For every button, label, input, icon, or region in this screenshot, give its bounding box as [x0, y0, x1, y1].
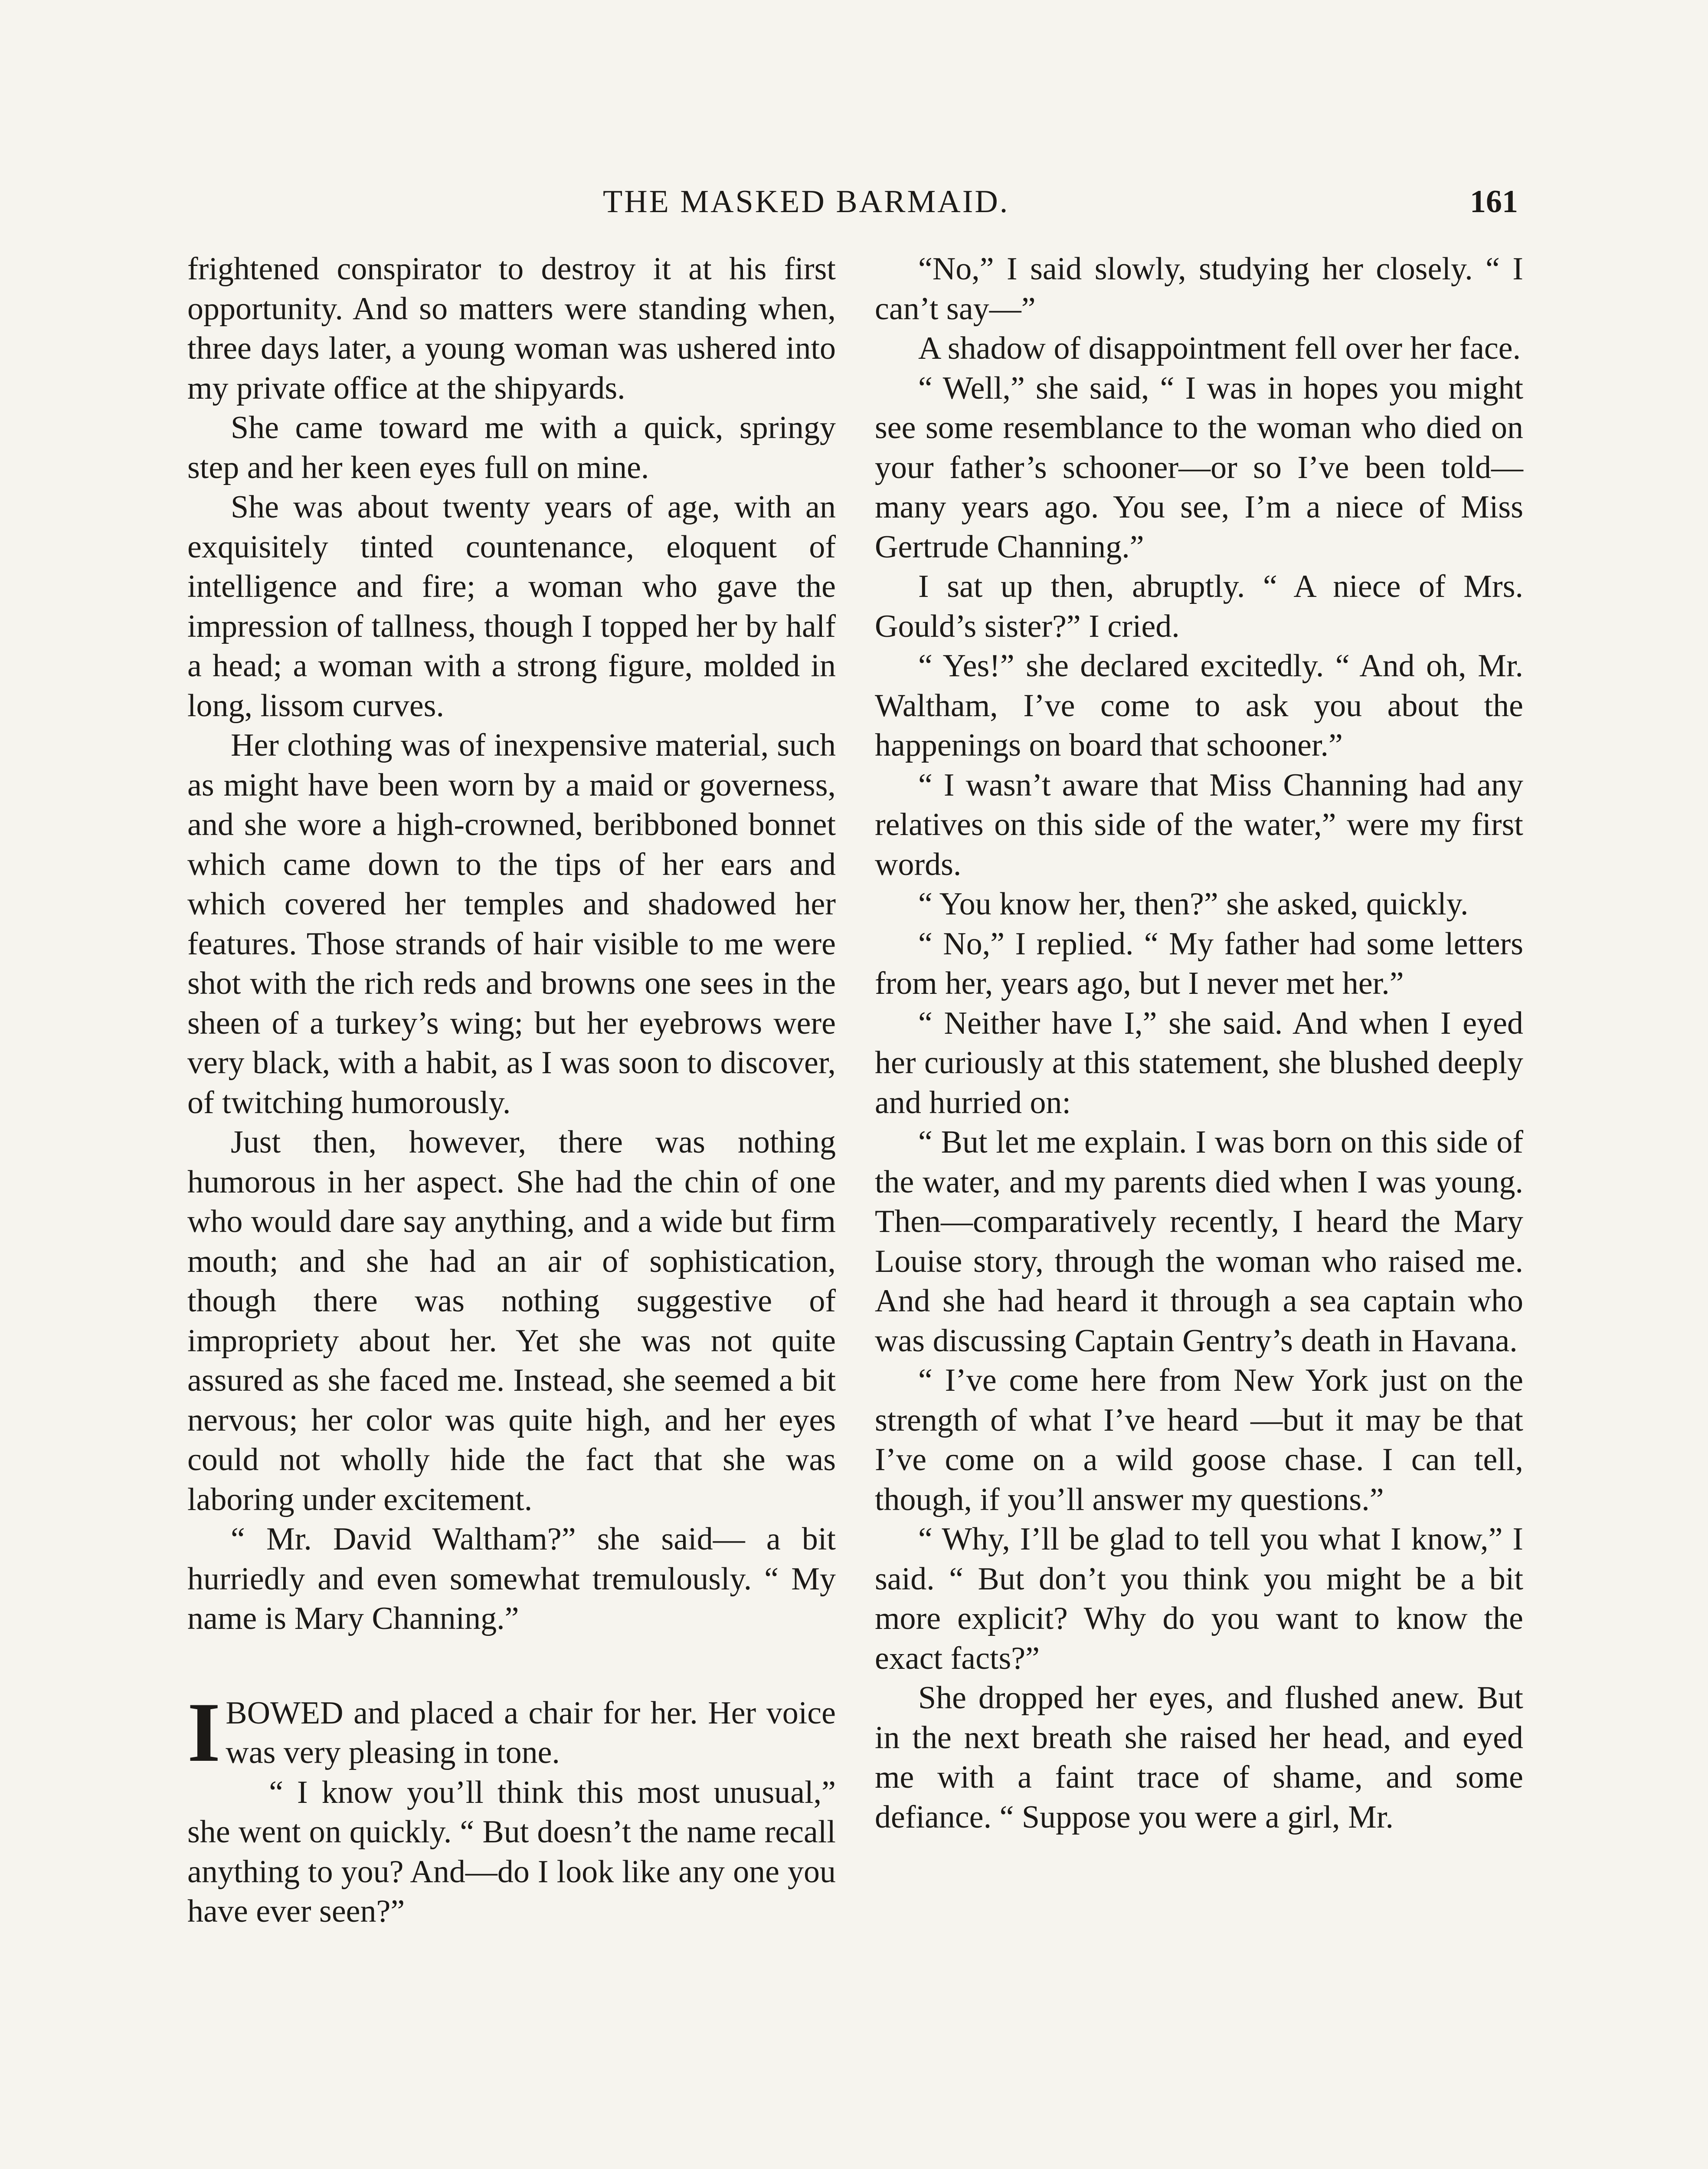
paragraph: frightened conspirator to destroy it at his first opportunity. And so matters were standing when, three days later, a young woman was ushered into my private office at the shipyards.: [187, 251, 836, 406]
paragraph: She dropped her eyes, and flushed anew. But in the next breath she raised her head, and eyed me with a faint trace of shame, and some defiance. “ Suppose you were a girl, Mr.: [875, 1680, 1523, 1835]
paragraph: She came toward me with a quick, springy step and her keen eyes full on mine.: [187, 410, 836, 485]
dropcap-text: BOWED and placed a chair for her. Her voice was very pleasing in tone.: [226, 1695, 836, 1770]
running-header: [603, 178, 1518, 226]
paragraph: Her clothing was of inexpensive material, such as might have been worn by a maid or governess, and she wore a high-crowned, beribboned bonnet which came down to the tips of her ears and which covered her temples and shadowed her features. Those strands of hair visible to me were shot with the rich reds and browns one sees in the sheen of a turkey’s wing; but her eyebrows were very black, with a habit, as I was soon to discover, of twitching humorously.: [187, 727, 836, 1121]
paragraph: “ You know her, then?” she asked, quickly.: [918, 886, 1469, 922]
running-title: THE MASKED BARMAID.: [603, 184, 1010, 220]
paragraph: “ I know you’ll think this most unusual,” she went on quickly. “ But doesn’t the name recall anything to you? And—do I look like any one you have ever seen?”: [187, 1774, 836, 1929]
paragraph: “ Neither have I,” she said. And when I eyed her curiously at this statement, she blushed deeply and hurried on:: [875, 1005, 1523, 1121]
drop-cap: I: [187, 1685, 221, 1779]
paragraph: “ Mr. David Waltham?” she said— a bit hurriedly and even somewhat tremulously. “ My name is Mary Channing.”: [187, 1521, 836, 1636]
right-column: [875, 249, 1523, 1837]
paragraph: A shadow of disappointment fell over her face.: [918, 331, 1521, 366]
paragraph: “ But let me explain. I was born on this side of the water, and my parents died when I was young. Then—comparatively recently, I heard the Mary Louise story, through the woman who raised me. And she had heard it through a sea captain who was discussing Captain Gentry’s death in Havana.: [875, 1124, 1523, 1359]
paragraph: “ I wasn’t aware that Miss Channing had any relatives on this side of the water,” were my first words.: [875, 767, 1523, 882]
page-number: 161: [1470, 184, 1518, 220]
paragraph: She was about twenty years of age, with an exquisitely tinted countenance, eloquent of intelligence and fire; a woman who gave the impression of tallness, though I topped her by half a head; a woman with a strong figure, molded in long, lissom curves.: [187, 489, 836, 724]
paragraph: “ Why, I’ll be glad to tell you what I know,” I said. “ But don’t you think you might be a bit more explicit? Why do you want to know the exact facts?”: [875, 1521, 1523, 1676]
paragraph: I sat up then, abruptly. “ A niece of Mrs. Gould’s sister?” I cried.: [875, 569, 1523, 644]
paragraph: Just then, however, there was nothing humorous in her aspect. She had the chin of one who would dare say anything, and a wide but firm mouth; and she had an air of sophistication, though there was nothing suggestive of impropriety about her. Yet she was not quite assured as she faced me. Instead, she seemed a bit nervous; her color was quite high, and her eyes could not wholly hide the fact that she was laboring under excitement.: [187, 1124, 836, 1517]
paragraph: “ No,” I replied. “ My father had some letters from her, years ago, but I never met her.”: [875, 926, 1523, 1001]
dropcap-paragraph: [187, 1685, 836, 1779]
left-column: [187, 249, 836, 1932]
paragraph: “ I’ve come here from New York just on the strength of what I’ve heard —but it may be that I’ve come on a wild goose chase. I can tell, though, if you’ll answer my questions.”: [875, 1363, 1523, 1517]
paragraph: “ Yes!” she declared excitedly. “ And oh, Mr. Waltham, I’ve come to ask you about the happenings on board that schooner.”: [875, 648, 1523, 763]
paragraph: “No,” I said slowly, studying her closely. “ I can’t say—”: [875, 251, 1523, 327]
paragraph: “ Well,” she said, “ I was in hopes you might see some resemblance to the woman who died on your father’s schooner—or so I’ve been told—many years ago. You see, I’m a niece of Miss Gertrude Channing.”: [875, 370, 1523, 565]
